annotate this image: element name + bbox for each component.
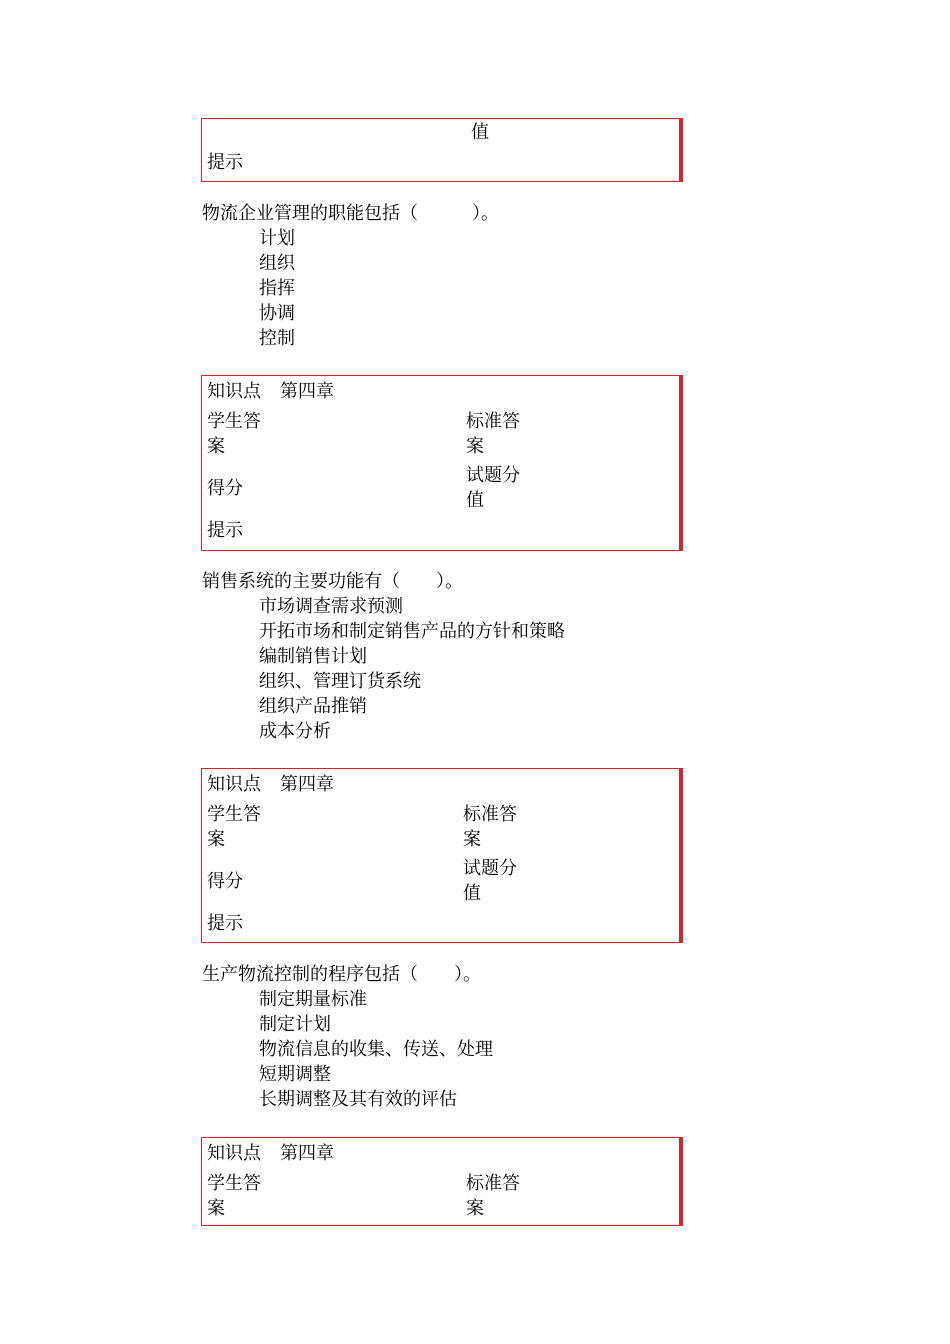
option-item: 控制	[259, 328, 295, 349]
option-item: 指挥	[259, 278, 295, 299]
question-value-label: 试题分	[466, 465, 520, 486]
student-answer-label: 学生答	[207, 411, 261, 432]
option-item: 组织、管理订货系统	[259, 671, 421, 692]
answer-box-0	[201, 118, 683, 182]
option-item: 计划	[259, 228, 295, 249]
standard-answer-label: 标准答	[463, 804, 517, 825]
standard-answer-label-2: 案	[466, 1198, 484, 1219]
knowledge-label: 知识点	[207, 774, 261, 795]
knowledge-value: 第四章	[280, 1143, 334, 1164]
option-item: 长期调整及其有效的评估	[259, 1089, 457, 1110]
student-answer-label-2: 案	[207, 1198, 225, 1219]
student-answer-label: 学生答	[207, 804, 261, 825]
knowledge-label: 知识点	[207, 381, 261, 402]
option-item: 组织产品推销	[259, 696, 367, 717]
question-stem: 销售系统的主要功能有（ ）。	[202, 571, 463, 592]
answer-box-1	[201, 375, 683, 551]
score-label: 得分	[207, 478, 243, 499]
question-stem: 物流企业管理的职能包括（ ）。	[202, 203, 499, 224]
option-item: 物流信息的收集、传送、处理	[259, 1039, 493, 1060]
question-value-label-2: 值	[463, 883, 481, 904]
option-item: 组织	[259, 253, 295, 274]
standard-answer-label-2: 案	[466, 436, 484, 457]
hint-label: 提示	[207, 520, 243, 541]
option-item: 成本分析	[259, 721, 331, 742]
student-answer-label-2: 案	[207, 829, 225, 850]
option-item: 编制销售计划	[259, 646, 367, 667]
knowledge-value: 第四章	[280, 381, 334, 402]
question-value-label-tail: 值	[471, 122, 489, 143]
student-answer-label: 学生答	[207, 1173, 261, 1194]
standard-answer-label: 标准答	[466, 411, 520, 432]
question-stem: 生产物流控制的程序包括（ ）。	[202, 964, 481, 985]
option-item: 开拓市场和制定销售产品的方针和策略	[259, 621, 565, 642]
score-label: 得分	[207, 871, 243, 892]
student-answer-label-2: 案	[207, 436, 225, 457]
hint-label: 提示	[207, 152, 243, 173]
answer-box-3	[201, 1137, 683, 1226]
knowledge-value: 第四章	[280, 774, 334, 795]
question-value-label-2: 值	[466, 490, 484, 511]
option-item: 市场调查需求预测	[259, 596, 403, 617]
standard-answer-label: 标准答	[466, 1173, 520, 1194]
standard-answer-label-2: 案	[463, 829, 481, 850]
option-item: 制定计划	[259, 1014, 331, 1035]
option-item: 制定期量标准	[259, 989, 367, 1010]
question-value-label: 试题分	[463, 858, 517, 879]
hint-label: 提示	[207, 913, 243, 934]
answer-box-2	[201, 768, 683, 943]
knowledge-label: 知识点	[207, 1143, 261, 1164]
option-item: 协调	[259, 303, 295, 324]
option-item: 短期调整	[259, 1064, 331, 1085]
